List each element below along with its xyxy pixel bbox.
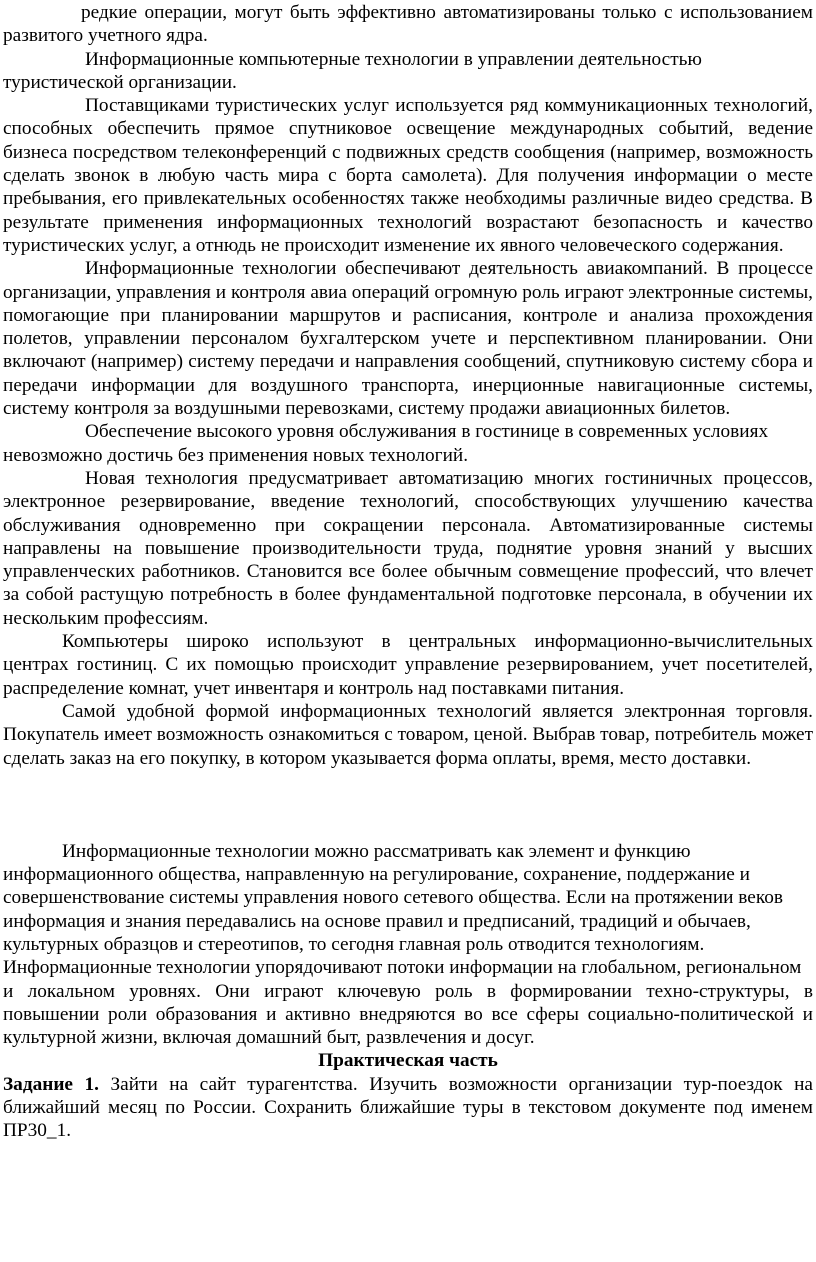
paragraph-intro-continuation: редкие операции, могут быть эффективно автоматизированы только с использованием развитого учетного ядра. bbox=[3, 2, 813, 47]
blank-gap bbox=[3, 770, 813, 840]
paragraph-airlines: Информационные технологии обеспечивают деятельность авиакомпаний. В процессе организации, управления и контроля авиа операций огромную роль играют электронные системы, помогающие при планировании маршрутов и расписания, контроле и анализа прохождения полетов, управлении персоналом бухгалтерском учете и перспективном планировании. Они включают (например) систему передачи и направления сообщений, спутниковую систему сбора и передачи информации для воздушного транспорта, инерционные навигационные системы, систему контроля за воздушными перевозками, систему продажи авиационных билетов. bbox=[3, 258, 813, 420]
task-1-text: Зайти на сайт турагентства. Изучить возможности организации тур-поездок на ближайший месяц по России. Сохранить ближайшие туры в текстовом документе под именем ПР30_1. bbox=[3, 1073, 813, 1142]
paragraph-section-title: Информационные компьютерные технологии в управлении деятельностью туристической организации. bbox=[3, 48, 702, 93]
task-1-label: Задание 1. bbox=[3, 1073, 99, 1095]
paragraph-hotel-service: Обеспечение высокого уровня обслуживания в гостинице в современных условиях невозможно достичь без применения новых технологий. bbox=[3, 421, 769, 466]
paragraph-tourism-suppliers: Поставщиками туристических услуг используется ряд коммуникационных технологий, способных обеспечить прямое спутниковое освещение международных событий, ведение бизнеса посредством телеконференций с подвижных средств сообщения (например, возможность сделать звонок в любую часть мира с борта самолета). Для получения информации о месте пребывания, его привлекательных особенностях также необходимы различные видео средства. В результате применения информационных технологий возрастают безопасность и качество туристических услуг, а отнюдь не происходит изменение их явного человеческого содержания. bbox=[3, 95, 813, 256]
practical-heading: Практическая часть bbox=[318, 1050, 498, 1072]
paragraph-computers: Компьютеры широко используют в центральных информационно-вычислительных центрах гостиниц. С их помощью происходит управление резервированием, учет посетителей, распределение комнат, учет инвентаря и контроль над поставками питания. bbox=[3, 631, 813, 699]
task-1 bbox=[3, 1073, 813, 1143]
paragraph-local-levels: и локальном уровнях. Они играют ключевую роль в формировании техно-структуры, в повышении роли образования и активно внедряются во все сферы социально-политической и культурной жизни, включая домашний быт, развлечения и досуг. bbox=[3, 980, 813, 1049]
paragraph-new-technology: Новая технология предусматривает автоматизацию многих гостиничных процессов, электронное резервирование, введение технологий, способствующих улучшению качества обслуживания одновременно при сокращении персонала. Автоматизированные системы направлены на повышение производительности труда, поднятие уровня знаний у высших управленческих работников. Становится все более обычным совмещение профессий, что влечет за собой растущую потребность в более фундаментальной подготовке персонала, в обучении их нескольким профессиям. bbox=[3, 467, 813, 629]
paragraph-e-commerce: Самой удобной формой информационных технологий является электронная торговля. Покупатель имеет возможность ознакомиться с товаром, ценой. Выбрав товар, потребитель может сделать заказ на его покупку, в котором указывается форма оплаты, время, место доставки. bbox=[3, 700, 813, 769]
paragraph-information-society: Информационные технологии можно рассматривать как элемент и функцию информационного общества, направленную на регулирование, сохранение, поддержание и совершенствование системы управления нового сетевого общества. Если на протяжении веков информация и знания передавались на основе правил и предписаний, традиций и обычаев, культурных образцов и стереотипов, то сегодня главная роль отводится технологиям. Информационные технологии упорядочивают потоки информации на глобальном, региональном bbox=[3, 840, 802, 979]
